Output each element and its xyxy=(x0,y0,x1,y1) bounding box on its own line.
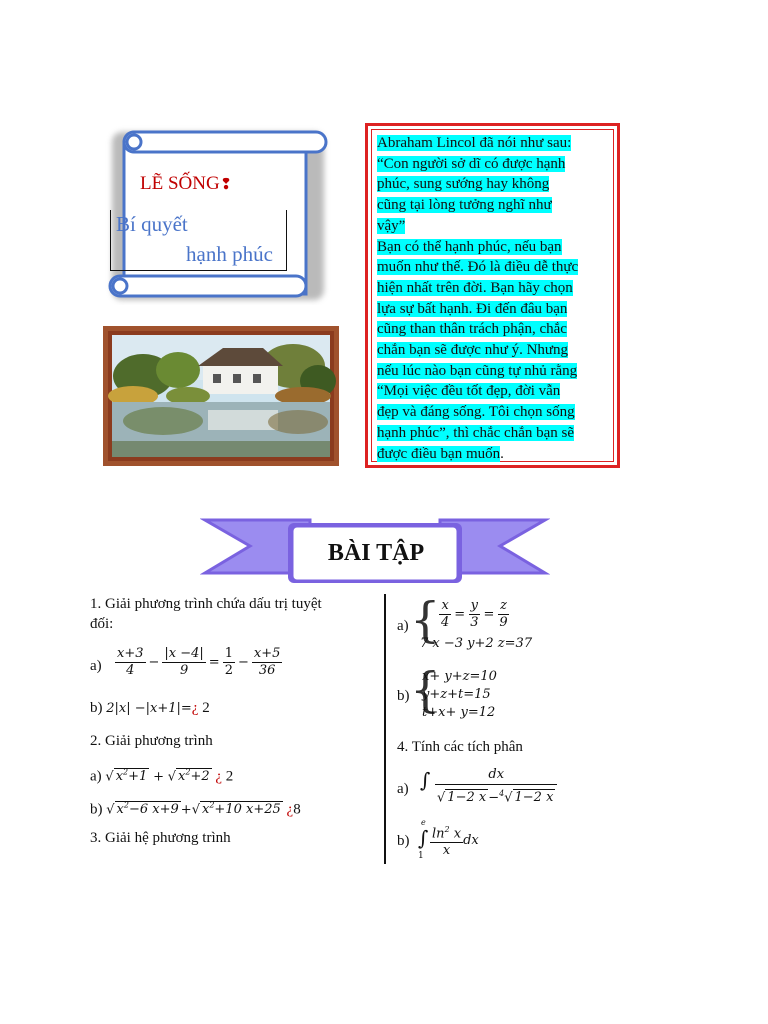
banner-title-text: LẼ SỐNG xyxy=(140,173,220,194)
fraction-denominator: 2 xyxy=(224,663,233,678)
integral-sign-icon: ∫ xyxy=(420,768,431,792)
integral-b-integrand: $\frac{\ln^2 x}{x}$ dx xyxy=(430,822,479,859)
banner-title xyxy=(140,173,232,195)
quote-line: lựa sự bất hạnh. Đi đến đâu bạn xyxy=(377,300,568,317)
system-a-line2: 7 x −3 y+2 z=37 xyxy=(420,636,533,651)
integral-a-label: a) xyxy=(397,781,409,797)
exercise-2b-rhs: 8 xyxy=(293,801,301,818)
exercise-2b: b) √ $x^2-6$ x+9 +√ $x^2+10$ x+25 ¿8 xyxy=(90,801,301,818)
quote-line: vậy” xyxy=(377,217,406,234)
quote-line: muốn như thế. Đó là điều dễ thực xyxy=(377,259,579,276)
exercise-1a-label: a) xyxy=(90,658,102,674)
operator: − xyxy=(237,655,249,670)
quote-inner-frame xyxy=(371,129,614,462)
sqrt-term: $x^2+10$ x+25 xyxy=(201,801,281,818)
fraction-numerator: x+3 xyxy=(117,646,144,661)
sqrt-term: $x^2+1$ xyxy=(115,768,148,785)
quote-text xyxy=(377,133,608,464)
fraction-numerator: x+5 xyxy=(253,646,281,661)
quote-line: “Mọi việc đều tốt đẹp, đời vẫn xyxy=(377,383,561,400)
system-b-label: b) xyxy=(397,688,410,704)
system-b-line2: y+z+t=15 xyxy=(422,687,491,702)
section-title: BÀI TẬP xyxy=(327,540,425,566)
exercise-1b-expression: 2|x| −|x+1|= xyxy=(106,701,192,716)
quote-line: “Con người sở dĩ có được hạnh xyxy=(377,155,566,172)
quote-line: hạnh phúc”, thì chắc chắn bạn sẽ xyxy=(377,424,574,441)
quote-line: Bạn có thể hạnh phúc, nếu bạn xyxy=(377,238,562,255)
quote-line: cũng tại lòng tưởng nghĩ như xyxy=(377,197,552,214)
integral-a-denominator: √ 1−2 x −$^4$√ 1−2 x xyxy=(435,784,557,807)
quote-line: Abraham Lincol đã nói như sau: xyxy=(377,135,572,151)
quote-end-punct: . xyxy=(500,445,504,462)
exercise-1-heading-cont: đối: xyxy=(90,616,114,632)
exercise-1-heading: 1. Giải phương trình chứa dấu trị tuyệt xyxy=(90,596,322,612)
exercise-2a-label: a) xyxy=(90,768,102,785)
integral-a-numerator: dx xyxy=(488,767,505,782)
system-b-line1: x+ y+z=10 xyxy=(422,669,497,684)
banner-subtitle-line1: Bí quyết xyxy=(116,212,188,236)
quote-line: đẹp và đáng sống. Tôi chọn sống xyxy=(377,404,575,421)
plus-sign: + xyxy=(153,769,164,785)
integral-b-dx: dx xyxy=(463,833,479,849)
exercise-1b-label: b) xyxy=(90,700,103,716)
exercise-3-heading: 3. Giải hệ phương trình xyxy=(90,830,231,846)
integral-b-lower-limit: 1 xyxy=(418,851,424,861)
exercise-4-heading: 4. Tính các tích phân xyxy=(397,739,523,755)
integral-b-upper-limit: e xyxy=(421,818,426,827)
integral-a-fraction xyxy=(435,766,557,807)
sqrt-term: $x^2-6$ x+9 xyxy=(116,801,179,818)
sqrt-term: $x^2+2$ xyxy=(178,768,210,785)
scroll-banner xyxy=(100,120,336,305)
exercise-2a-rhs: 2 xyxy=(225,768,234,785)
system-a-label: a) xyxy=(397,618,409,634)
exercise-2a: a) √ $x^2+1$ + √ $x^2+2$ ¿ 2 xyxy=(90,768,234,785)
unknown-char-mark: ¿ xyxy=(286,801,294,818)
quote-line: hiện nhất trên đời. Bạn hãy chọn xyxy=(377,279,573,296)
system-b-line3: t+x+ y=12 xyxy=(422,705,496,720)
quote-line: được điều bạn muốn xyxy=(377,445,501,462)
left-brace-icon: { xyxy=(410,662,441,718)
integral-sign-icon: ∫ xyxy=(418,826,429,850)
fraction-denominator: 4 xyxy=(126,663,135,678)
operator: − xyxy=(148,655,160,670)
exercise-1a-equation xyxy=(112,646,285,679)
fraction-denominator: 36 xyxy=(258,663,276,678)
exercise-2b-label: b) xyxy=(90,801,103,818)
system-a-line1: $\frac{x}{4}$ = $\frac{y}{3}$ = $\frac{z}{9}$ xyxy=(441,598,508,630)
equals-sign: = xyxy=(208,655,220,670)
fraction-numerator: |x −4| xyxy=(164,646,204,661)
fraction-denominator: 9 xyxy=(179,663,189,678)
quote-line: cũng than thân trách phận, chắc xyxy=(377,321,567,338)
quote-box xyxy=(365,123,620,468)
quote-line: phúc, sung sướng hay không xyxy=(377,176,550,193)
exercise-1b xyxy=(90,698,210,719)
integral-b-label: b) xyxy=(397,833,410,849)
exclamation-ornament-icon: ❢ xyxy=(219,177,233,193)
fraction-numerator: 1 xyxy=(224,646,233,661)
column-divider xyxy=(384,594,386,864)
banner-subtitle-line2: hạnh phúc xyxy=(186,242,273,266)
exercise-1b-rhs: 2 xyxy=(202,700,210,716)
exercise-2-heading: 2. Giải phương trình xyxy=(90,733,213,749)
unknown-char-mark: ¿ xyxy=(215,768,223,785)
quote-line: chắn bạn sẽ được như ý. Nhưng xyxy=(377,342,569,359)
unknown-char-mark: ¿ xyxy=(191,700,199,716)
left-brace-icon: { xyxy=(410,592,441,648)
landscape-picture xyxy=(103,326,339,466)
plus-sign: + xyxy=(180,802,192,818)
quote-line: nếu lúc nào bạn cũng tự nhủ rằng xyxy=(377,362,578,379)
